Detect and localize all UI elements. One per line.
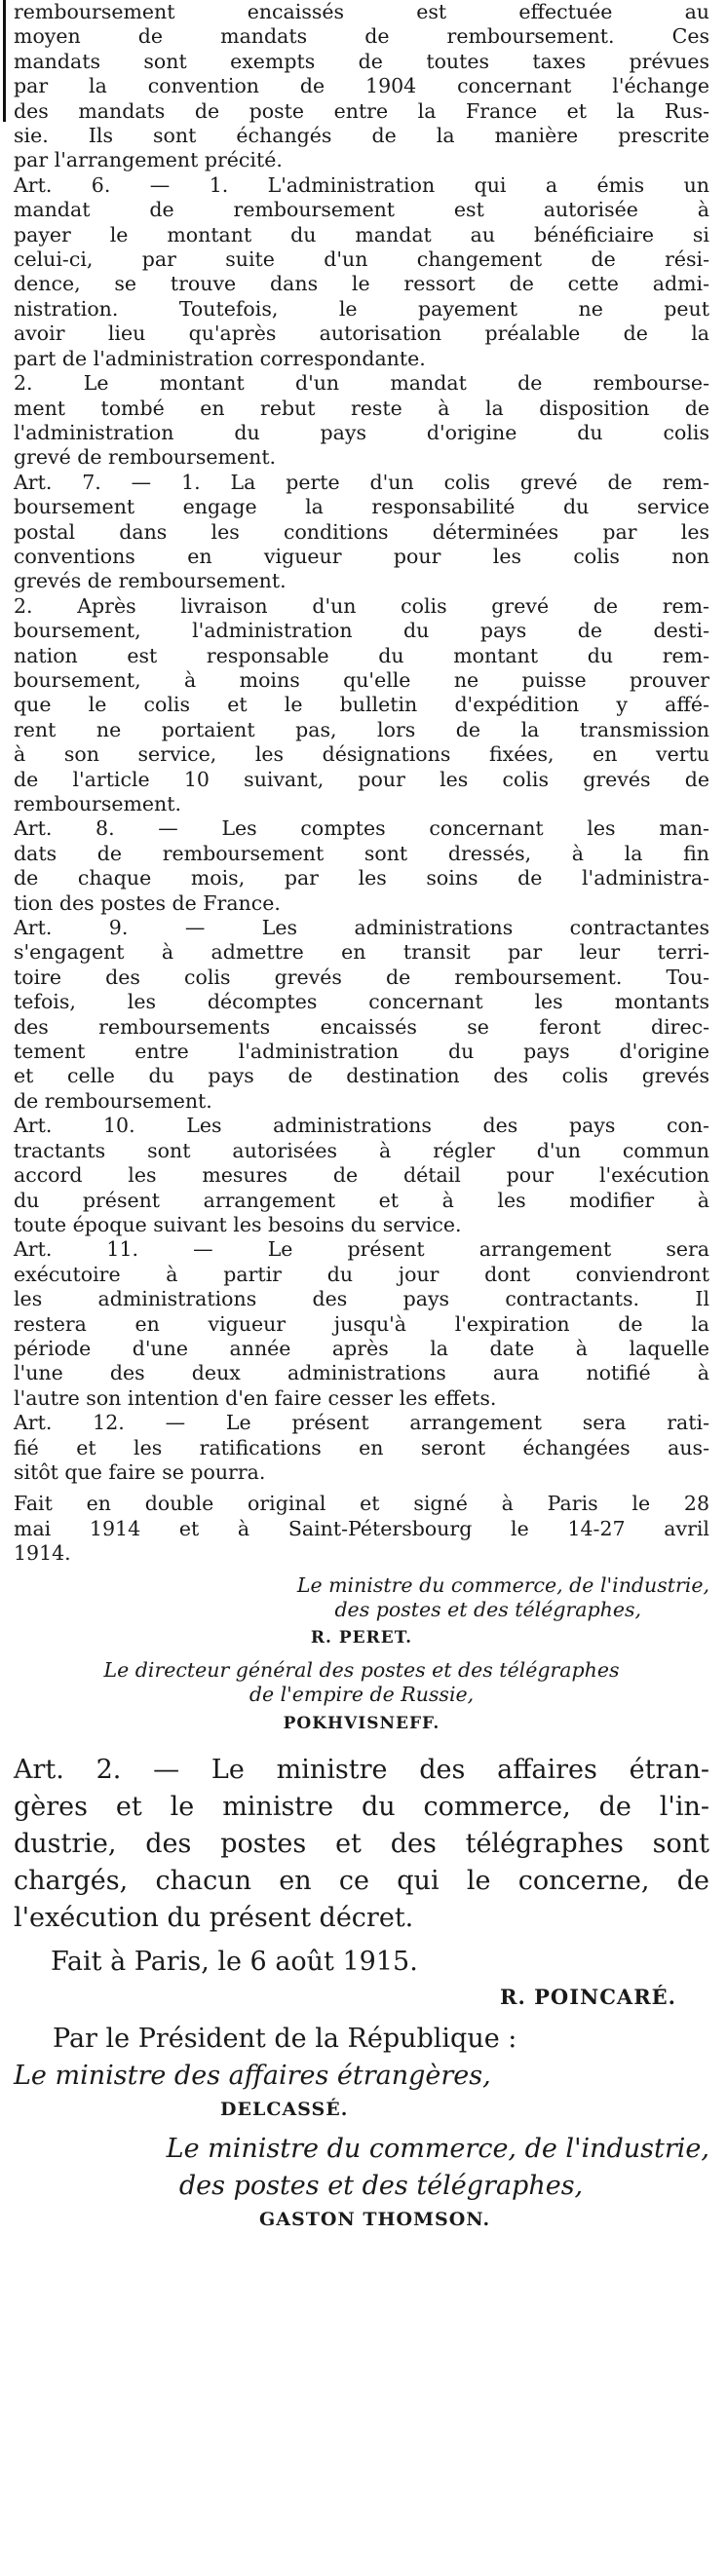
signature-title-line: de l'empire de Russie, <box>249 1683 475 1707</box>
document-column <box>14 0 709 2234</box>
signature-poincare: R. POINCARÉ. <box>500 1985 676 2010</box>
text-line: 1914. <box>14 1541 71 1566</box>
text-line: boursement, à moins qu'elle ne puisse prouver <box>14 667 709 692</box>
text-line: Art. 10. Les administrations des pays con- <box>14 1114 709 1138</box>
text-line: 2. Après livraison d'un colis grevé de rem- <box>14 593 709 618</box>
text-line: fié et les ratifications en seront échangées aus- <box>14 1435 709 1459</box>
signature-title-line: Le ministre des affaires étrangères, <box>14 2061 491 2092</box>
text-line: des mandats de poste entre la France et la Rus- <box>14 98 709 123</box>
text-line: Art. 9. — Les administrations contractantes <box>14 916 709 940</box>
text-line: Fait en double original et signé à Paris le 28 <box>14 1492 709 1516</box>
signature-block-delcasse <box>14 2058 709 2124</box>
text-line: dence, se trouve dans le ressort de cette admi- <box>14 272 709 296</box>
text-line: l'administration du pays d'origine du colis <box>14 420 709 444</box>
text-line: par la convention de 1904 concernant l'échange <box>14 74 709 98</box>
text-line: tractants sont autorisées à régler d'un commun <box>14 1138 709 1162</box>
text-line: de remboursement. <box>14 1088 212 1113</box>
text-line: à son service, les désignations fixées, en vertu <box>14 742 709 767</box>
paragraph-article-6-1 <box>14 173 709 371</box>
text-line: mai 1914 et à Saint-Pétersbourg le 14-27 avril <box>14 1516 709 1540</box>
text-line: gères et le ministre du commerce, de l'in- <box>14 1792 709 1823</box>
text-line: nation est responsable du montant du rem- <box>14 643 709 667</box>
text-line: que le colis et le bulletin d'expédition y affé- <box>14 693 709 717</box>
text-line: période d'une année après la date à laquelle <box>14 1336 709 1360</box>
text-line: dats de remboursement sont dressés, à la fin <box>14 841 709 865</box>
signature-title-line: Le ministre du commerce, de l'industrie, <box>296 1572 709 1597</box>
text-line: boursement, l'administration du pays de desti- <box>14 619 709 643</box>
text-line: les administrations des pays contractants. Il <box>14 1287 709 1311</box>
paragraph-article-6-2 <box>14 371 709 471</box>
signature-name: POKHVISNEFF. <box>283 1713 440 1733</box>
signature-name: R. PERET. <box>310 1628 413 1648</box>
paragraph-article-12 <box>14 1411 709 1485</box>
text-line: accord les mesures de détail pour l'exécution <box>14 1163 709 1188</box>
text-line: sitôt que faire se pourra. <box>14 1459 266 1484</box>
text-line: mandats sont exempts de toutes taxes prévues <box>14 49 709 73</box>
column-rule <box>3 0 6 122</box>
paragraph-article-10 <box>14 1114 709 1237</box>
text-line: du présent arrangement et à les modifier à <box>14 1188 709 1212</box>
text-line: Art. 11. — Le présent arrangement sera <box>14 1237 709 1262</box>
paragraph-article-8 <box>14 816 709 916</box>
text-line: grevé de remboursement. <box>14 445 277 470</box>
text-line: de l'article 10 suivant, pour les colis grevés de <box>14 767 709 791</box>
text-line: rent ne portaient pas, lors de la transmission <box>14 717 709 741</box>
text-line: remboursement encaissés est effectuée au <box>14 0 709 23</box>
text-line: postal dans les conditions déterminées par les <box>14 519 709 544</box>
text-line: chargés, chacun en ce qui le concerne, de <box>14 1866 709 1897</box>
signature-title-line: Le ministre du commerce, de l'industrie, <box>166 2134 709 2165</box>
text-line: toire des colis grevés de remboursement. Tou- <box>14 965 709 989</box>
text-line: Art. 12. — Le présent arrangement sera rati- <box>14 1411 709 1435</box>
signature-name: GASTON THOMSON. <box>259 2209 491 2231</box>
text-line: l'une des deux administrations aura notifié à <box>14 1361 709 1385</box>
text-line: 2. Le montant d'un mandat de rembourse- <box>14 371 709 396</box>
text-line: dustrie, des postes et des télégraphes sont <box>14 1829 709 1860</box>
text-line: boursement engage la responsabilité du service <box>14 495 709 519</box>
date-line: Fait à Paris, le 6 août 1915. <box>51 1947 418 1978</box>
text-line: mandat de remboursement est autorisée à <box>14 198 709 222</box>
text-line: Art. 8. — Les comptes concernant les man- <box>14 816 709 841</box>
text-line: l'autre son intention d'en faire cesser les effets. <box>14 1385 497 1410</box>
text-line: part de l'administration correspondante. <box>14 346 426 370</box>
text-line: restera en vigueur jusqu'à l'expiration de la <box>14 1311 709 1336</box>
text-line: Art. 2. — Le ministre des affaires étran- <box>14 1755 709 1786</box>
paragraph-article-7-2 <box>14 594 709 817</box>
text-line: ment tombé en rebut reste à la disposition de <box>14 396 709 420</box>
signature-block-pokhvisneff <box>14 1658 709 1736</box>
text-line: tement entre l'administration du pays d'origine <box>14 1040 709 1064</box>
text-line: par l'arrangement précité. <box>14 148 283 172</box>
text-line: avoir lieu qu'après autorisation préalable de la <box>14 322 709 346</box>
text-line: des remboursements encaissés se feront direc- <box>14 1014 709 1039</box>
text-line: payer le montant du mandat au bénéficiaire si <box>14 222 709 246</box>
text-line: celui-ci, par suite d'un changement de rési- <box>14 247 709 272</box>
text-line: et celle du pays de destination des colis grevés <box>14 1064 709 1088</box>
paragraph-article-11 <box>14 1237 709 1411</box>
text-line: Art. 7. — 1. La perte d'un colis grevé de rem- <box>14 470 709 494</box>
paragraph-fait-en-double <box>14 1492 709 1566</box>
signature-title-line: Le directeur général des postes et des télégraphes <box>103 1657 620 1682</box>
signature-block-peret <box>14 1573 709 1651</box>
text-line: s'engagent à admettre en transit par leur terri- <box>14 940 709 965</box>
text-line: moyen de mandats de remboursement. Ces <box>14 24 709 49</box>
text-line: tion des postes de France. <box>14 890 281 915</box>
signature-title-line: des postes et des télégraphes, <box>334 1598 641 1621</box>
signature-name: DELCASSÉ. <box>220 2099 349 2121</box>
text-line: nistration. Toutefois, le payement ne peut <box>14 296 709 321</box>
text-line: de chaque mois, par les soins de l'administra- <box>14 866 709 890</box>
paragraph-intro <box>14 0 709 173</box>
text-line: exécutoire à partir du jour dont conviendront <box>14 1262 709 1286</box>
signature-block-thomson <box>14 2131 709 2234</box>
par-le-president-line: Par le Président de la République : <box>53 2024 517 2055</box>
text-line: conventions en vigueur pour les colis non <box>14 544 709 568</box>
text-line: Art. 6. — 1. L'administration qui a émis un <box>14 172 709 197</box>
paragraph-article-9 <box>14 916 709 1114</box>
paragraph-decret-article-2 <box>14 1752 709 1937</box>
text-line: grevés de remboursement. <box>14 569 287 593</box>
text-line: tefois, les décomptes concernant les montants <box>14 990 709 1014</box>
text-line: toute époque suivant les besoins du service. <box>14 1212 462 1236</box>
signature-title-line: des postes et des télégraphes, <box>178 2171 584 2202</box>
text-line: sie. Ils sont échangés de la manière prescrite <box>14 124 709 148</box>
paragraph-article-7-1 <box>14 471 709 594</box>
text-line: l'exécution du présent décret. <box>14 1903 414 1934</box>
text-line: remboursement. <box>14 792 182 815</box>
